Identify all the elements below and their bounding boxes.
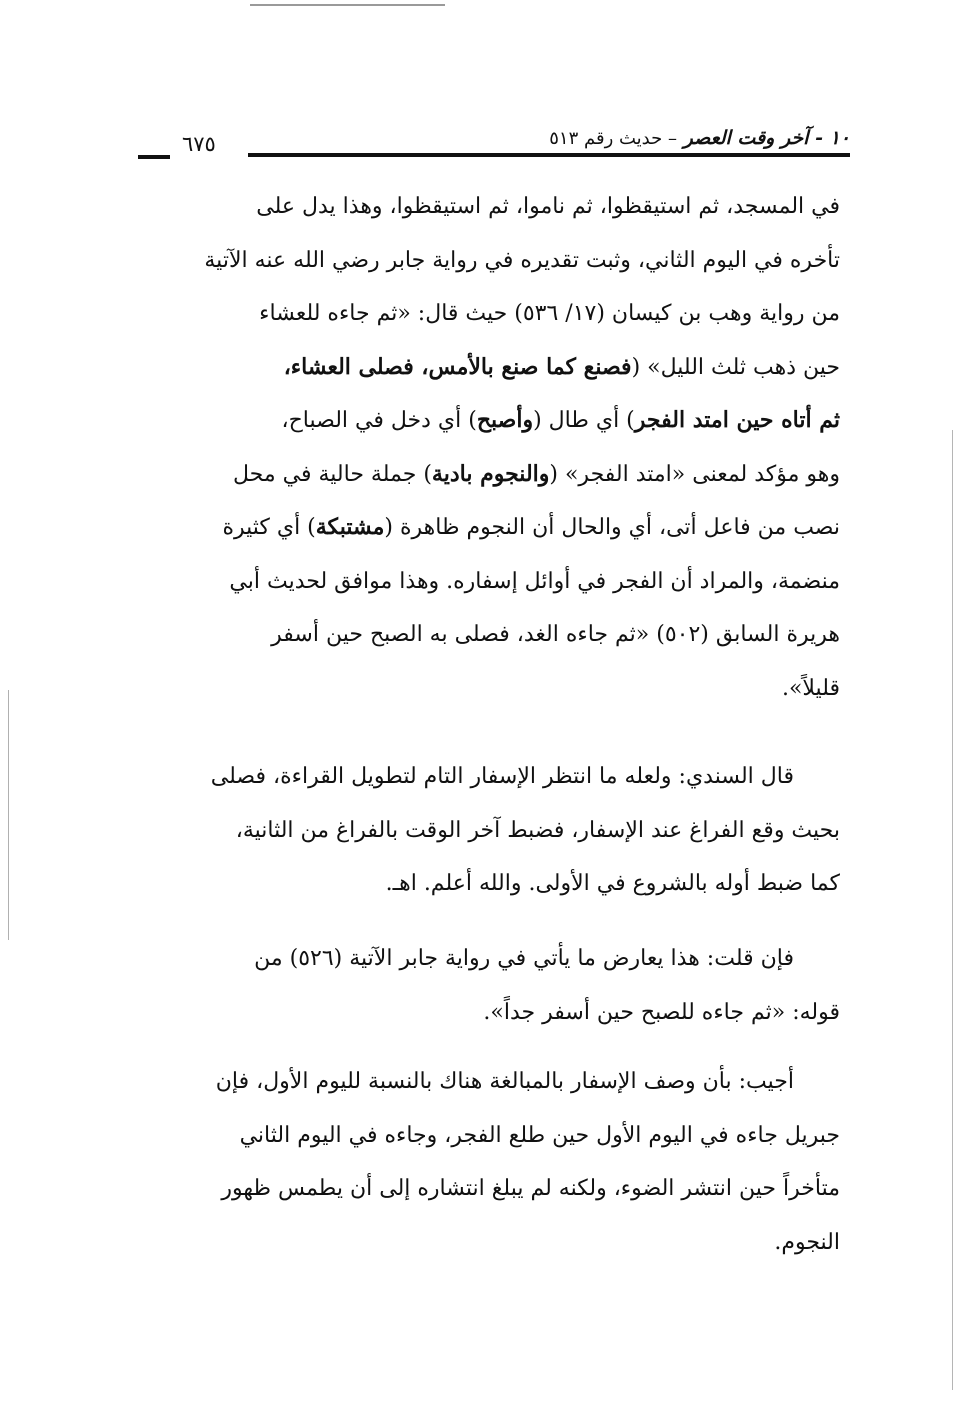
- page-header: [130, 118, 850, 173]
- bold-quote: فصنع كما صنع بالأمس، فصلى العشاء،: [283, 353, 632, 380]
- scan-top-rule: [250, 4, 445, 6]
- text-line: [130, 448, 840, 502]
- text-line: فإن قلت: هذا يعارض ما يأتي في رواية جابر الآتية (٥٢٦) من: [254, 946, 794, 971]
- text-line: في المسجد، ثم استيقظوا، ثم ناموا، ثم استيقظوا، وهذا يدل على: [256, 194, 840, 219]
- scan-left-edge: [8, 690, 9, 940]
- text-line: كما ضبط أوله بالشروع في الأولى. والله أعلم. اهـ.: [385, 871, 840, 896]
- text-run: ) جملة حالية في محل: [233, 461, 432, 487]
- text-run: ) أي دخل في الصباح،: [281, 408, 477, 433]
- text-line: قوله: «ثم جاءه للصبح حين أسفر جداً».: [483, 999, 840, 1025]
- text-line: قال السندي: ولعله ما انتظر الإسفار التام لتطويل القراءة، فصلى: [210, 764, 794, 789]
- text-line: [130, 341, 840, 395]
- bold-quote: وأصبح: [476, 407, 534, 433]
- text-line: من رواية وهب بن كيسان (١٧/ ٥٣٦) حيث قال: «ثم جاءه للعشاء: [259, 301, 840, 326]
- running-title: [549, 122, 850, 155]
- text-run: ) أي طال (: [533, 408, 635, 433]
- paragraph-2: [130, 750, 840, 911]
- text-line: بحيث وقع الفراغ عند الإسفار، فضبط آخر الوقت بالفراغ من الثانية،: [235, 817, 840, 843]
- text-line: قليلاً».: [781, 675, 840, 701]
- chapter-title: ١٠ - آخر وقت العصر: [683, 127, 850, 149]
- text-line: [130, 394, 840, 448]
- paragraph-1: [130, 180, 840, 715]
- text-run: حين ذهب ثلث الليل» (: [631, 354, 840, 380]
- text-run: نصب من فاعل أتى، أي والحال أن النجوم ظاهرة (: [384, 515, 840, 540]
- paragraph-4: [130, 1055, 840, 1269]
- header-rule: [248, 153, 850, 157]
- bold-quote: والنجوم بادية: [431, 460, 550, 487]
- text-line: [130, 501, 840, 555]
- text-line: جبريل جاءه في اليوم الأول حين طلع الفجر، وجاءه في اليوم الثاني: [239, 1122, 840, 1148]
- page-number: ٦٧٥: [182, 132, 216, 156]
- text-line: النجوم.: [774, 1229, 840, 1255]
- scan-right-edge: [952, 430, 953, 1390]
- hadith-reference: – حديث رقم ٥١٣: [549, 128, 677, 149]
- text-line: هريرة السابق (٥٠٢) «ثم جاءه الغد، فصلى به الصبح حين أسفر: [271, 622, 840, 647]
- bold-quote: مشتبكة: [315, 514, 385, 540]
- paragraph-3: [130, 932, 840, 1039]
- bold-quote: ثم أتاه حين امتد الفجر: [634, 407, 840, 433]
- text-line: منضمة، والمراد أن الفجر في أوائل إسفاره. وهذا موافق لحديث أبي: [229, 568, 840, 594]
- text-run: وهو مؤكد لمعنى «امتد الفجر» (: [549, 461, 840, 487]
- text-run: ) أي كثيرة: [222, 515, 316, 540]
- text-line: متأخراً حين انتشر الضوء، ولكنه لم يبلغ انتشاره إلى أن يطمس ظهور: [221, 1176, 840, 1201]
- text-line: أجيب: بأن وصف الإسفار بالمبالغة هناك بالنسبة لليوم الأول، فإن: [215, 1069, 794, 1094]
- header-dash: [138, 155, 170, 159]
- text-line: تأخره في اليوم الثاني، وثبت تقديره في رواية جابر رضي الله عنه الآتية: [204, 247, 840, 273]
